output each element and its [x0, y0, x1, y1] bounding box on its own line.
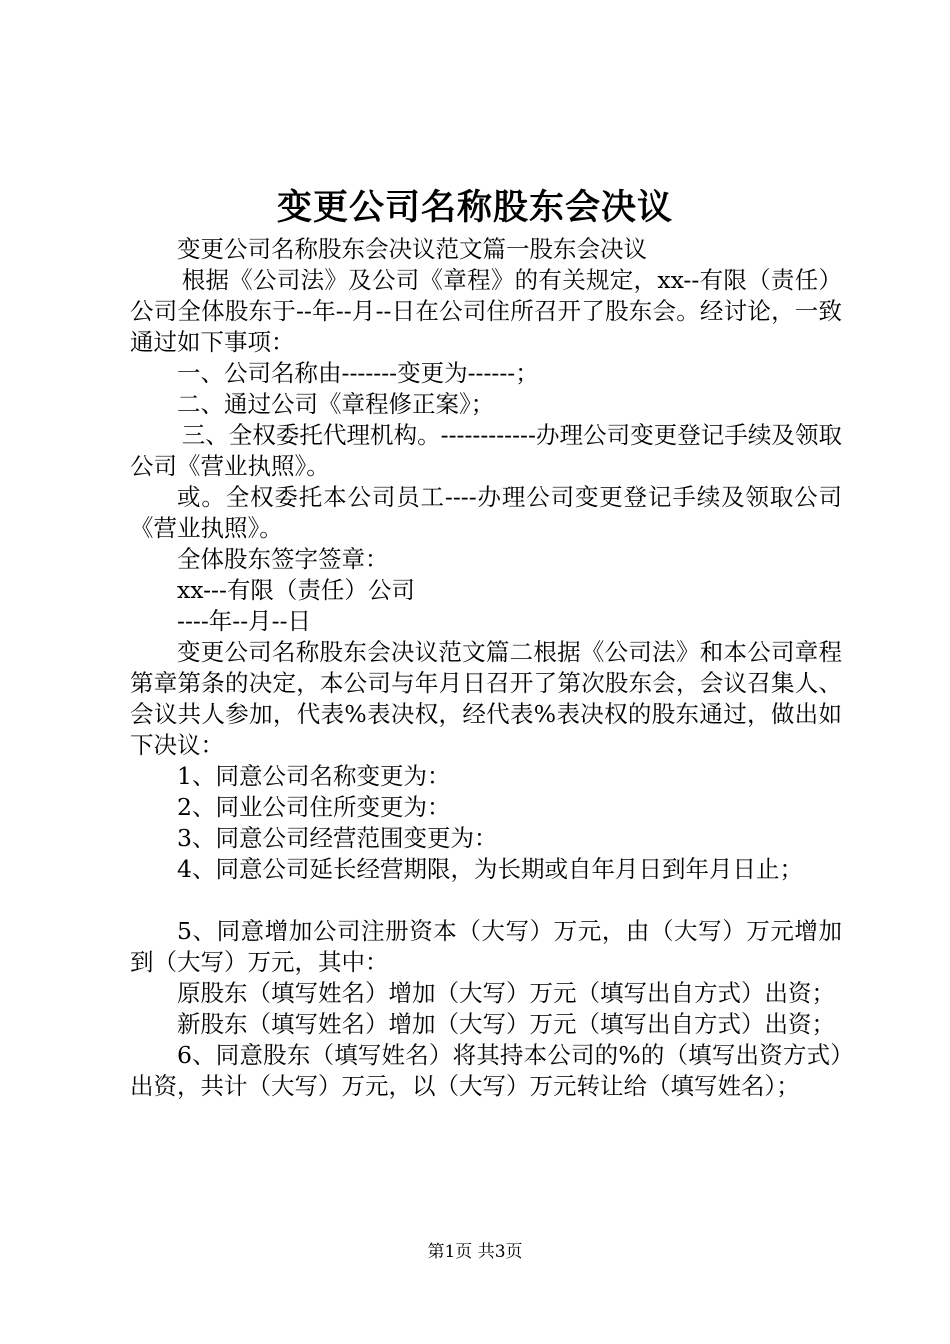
page-footer: 第1页 共3页 — [427, 1242, 523, 1262]
paragraph-resolution-3: 3、同意公司经营范围变更为： — [177, 824, 498, 852]
paragraph-date: ----年--月--日 — [177, 607, 312, 635]
paragraph-resolution-2: 2、同业公司住所变更为： — [177, 793, 451, 821]
paragraph-signature-label: 全体股东签字签章： — [177, 545, 389, 573]
document-title: 变更公司名称股东会决议 — [276, 187, 673, 228]
paragraph-resolution-1: 1、同意公司名称变更为： — [177, 762, 451, 790]
paragraph-meeting-basis: 根据《公司法》及公司《章程》的有关规定，xx--有限（责任）公司全体股东于--年--月--日在公司住所召开了股东会。经讨论，一致通过如下事项： — [130, 266, 842, 356]
paragraph-intro-heading: 变更公司名称股东会决议范文篇一股东会决议 — [177, 235, 647, 263]
paragraph-resolution-6: 6、同意股东（填写姓名）将其持本公司的%的（填写出资方式）出资，共计（大写）万元，以（大写）万元转让给（填写姓名）； — [130, 1041, 842, 1100]
paragraph-item-3: 三、全权委托代理机构。------------办理公司变更登记手续及领取公司《营业执照》。 — [130, 421, 842, 480]
document-body — [130, 234, 842, 1102]
paragraph-company-name: xx---有限（责任）公司 — [177, 576, 415, 604]
paragraph-resolution-5: 5、同意增加公司注册资本（大写）万元，由（大写）万元增加到（大写）万元，其中： — [130, 917, 842, 976]
paragraph-item-1: 一、公司名称由-------变更为------； — [177, 359, 539, 387]
paragraph-resolution-4: 4、同意公司延长经营期限，为长期或自年月日到年月日止； — [177, 855, 803, 883]
paragraph-item-2: 二、通过公司《章程修正案》； — [177, 390, 495, 418]
paragraph-second-template: 变更公司名称股东会决议范文篇二根据《公司法》和本公司章程第章第条的决定，本公司与年月日召开了第次股东会，会议召集人、会议共人参加，代表%表决权，经代表%表决权的股东通过，做出如下决议： — [130, 638, 842, 759]
paragraph-original-shareholder: 原股东（填写姓名）增加（大写）万元（填写出自方式）出资； — [177, 979, 835, 1007]
paragraph-alternative: 或。全权委托本公司员工----办理公司变更登记手续及领取公司《营业执照》。 — [130, 483, 842, 542]
paragraph-new-shareholder: 新股东（填写姓名）增加（大写）万元（填写出自方式）出资； — [177, 1010, 835, 1038]
